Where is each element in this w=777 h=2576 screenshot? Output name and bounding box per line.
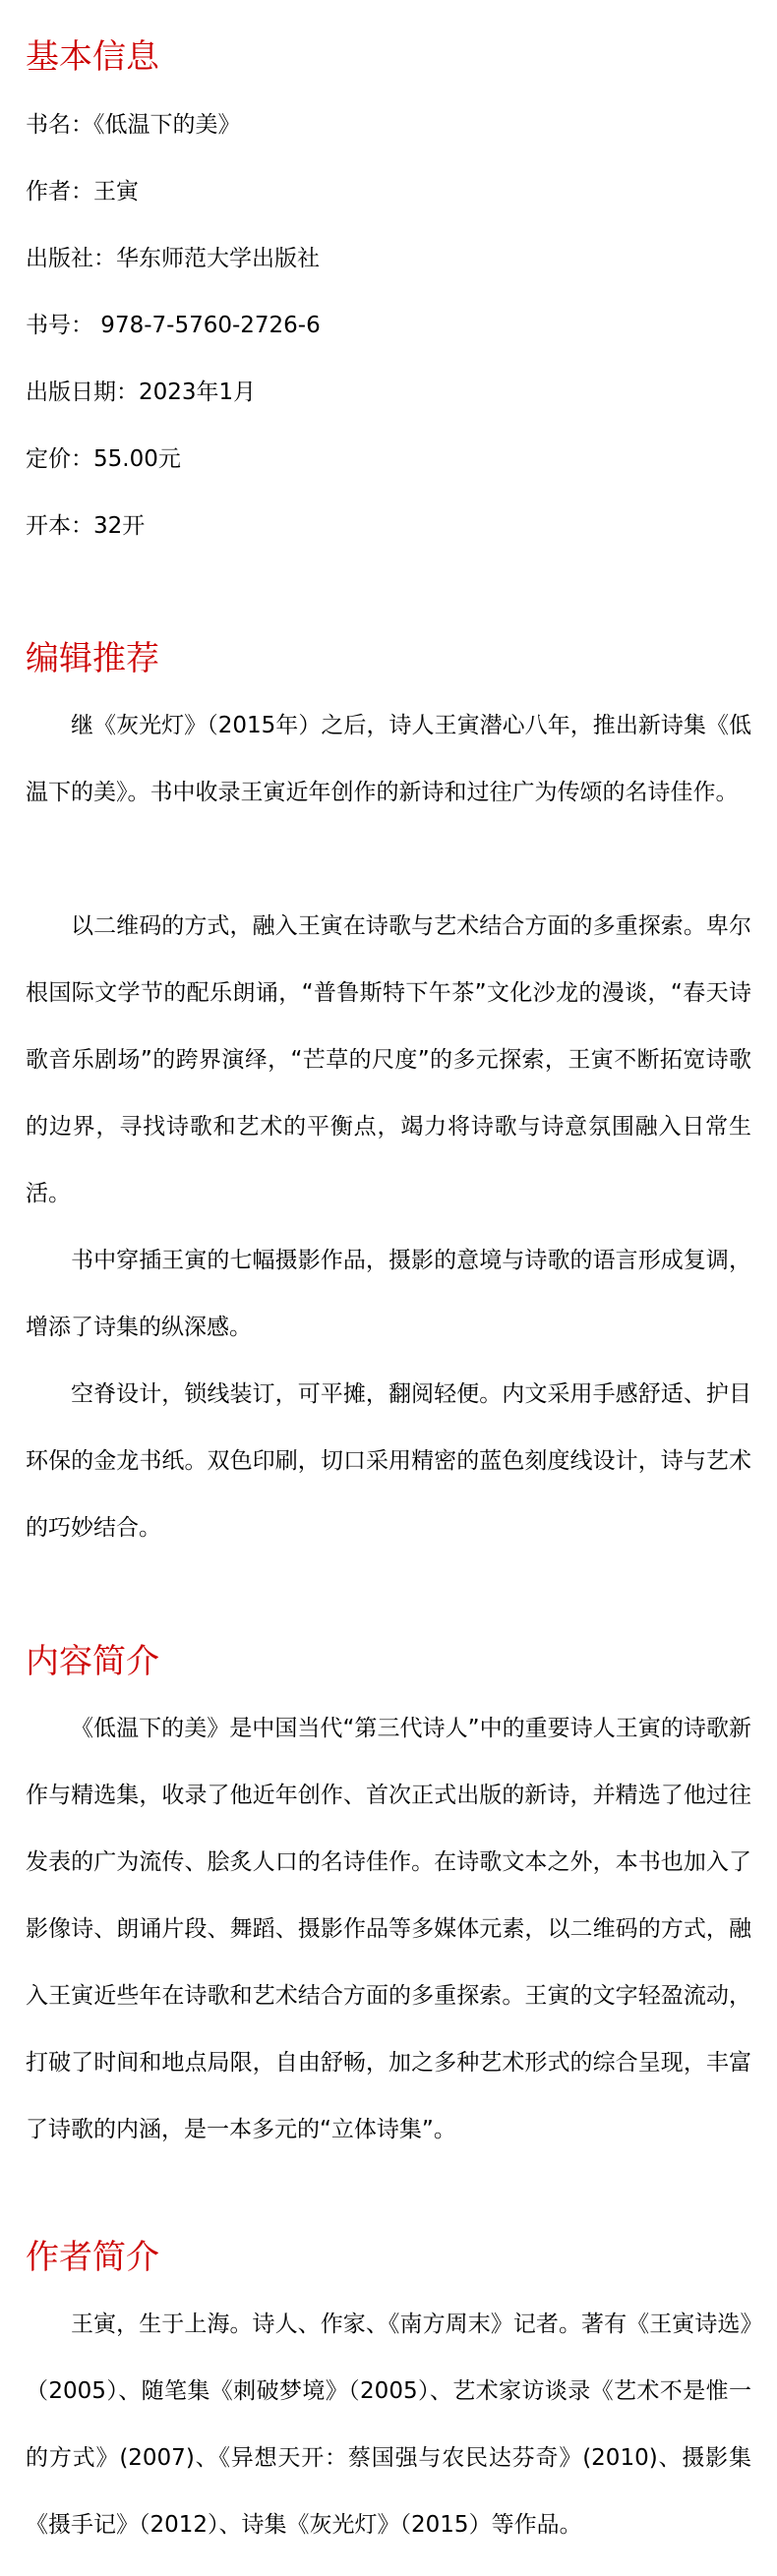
info-isbn: 书号： 978-7-5760-2726-6 xyxy=(26,313,321,338)
info-publisher: 出版社：华东师范大学出版社 xyxy=(26,246,320,271)
editor-recommendation-heading: 编辑推荐 xyxy=(26,639,159,678)
editor-paragraph-2: 以二维码的方式，融入王寅在诗歌与艺术结合方面的多重探索。卑尔根国际文学节的配乐朗诵，“普鲁斯特下午茶”文化沙龙的漫谈，“春天诗歌音乐剧场”的跨界演绎，“芒草的尺度”的多元探索，王寅不断拓宽诗歌的边界，寻找诗歌和艺术的平衡点，竭力将诗歌与诗意氛围融入日常生活。 xyxy=(26,913,751,1206)
info-author: 作者：王寅 xyxy=(26,179,139,205)
content-intro-paragraph: 《低温下的美》是中国当代“第三代诗人”中的重要诗人王寅的诗歌新作与精选集，收录了他近年创作、首次正式出版的新诗，并精选了他过往发表的广为流传、脍炙人口的名诗佳作。在诗歌文本之外，本书也加入了影像诗、朗诵片段、舞蹈、摄影作品等多媒体元素，以二维码的方式，融入王寅近些年在诗歌和艺术结合方面的多重探索。王寅的文字轻盈流动，打破了时间和地点局限，自由舒畅，加之多种艺术形式的综合呈现，丰富了诗歌的内涵，是一本多元的“立体诗集”。 xyxy=(26,1716,751,2142)
author-intro-paragraph: 王寅，生于上海。诗人、作家、《南方周末》记者。著有《王寅诗选》（2005）、随笔集《刺破梦境》（2005）、艺术家访谈录《艺术不是惟一的方式》(2007)、《异想天开：蔡国强与农民达芬奇》(2010)、摄影集《摄手记》（2012）、诗集《灰光灯》（2015）等作品。 xyxy=(26,2312,751,2538)
content-intro-heading: 内容简介 xyxy=(26,1642,159,1681)
editor-paragraph-1: 继《灰光灯》（2015年）之后，诗人王寅潜心八年，推出新诗集《低温下的美》。书中收录王寅近年创作的新诗和过往广为传颂的名诗佳作。 xyxy=(26,713,751,805)
info-title: 书名：《低温下的美》 xyxy=(26,112,241,138)
info-publish-date: 出版日期：2023年1月 xyxy=(26,380,257,405)
author-intro-heading: 作者简介 xyxy=(26,2238,159,2277)
editor-paragraph-3: 书中穿插王寅的七幅摄影作品，摄影的意境与诗歌的语言形成复调，增添了诗集的纵深感。 xyxy=(26,1248,751,1340)
info-price: 定价：55.00元 xyxy=(26,446,181,472)
editor-paragraph-4: 空脊设计，锁线装订，可平摊，翻阅轻便。内文采用手感舒适、护目环保的金龙书纸。双色印刷，切口采用精密的蓝色刻度线设计，诗与艺术的巧妙结合。 xyxy=(26,1381,751,1541)
basic-info-heading: 基本信息 xyxy=(26,37,159,77)
info-format: 开本：32开 xyxy=(26,513,146,539)
